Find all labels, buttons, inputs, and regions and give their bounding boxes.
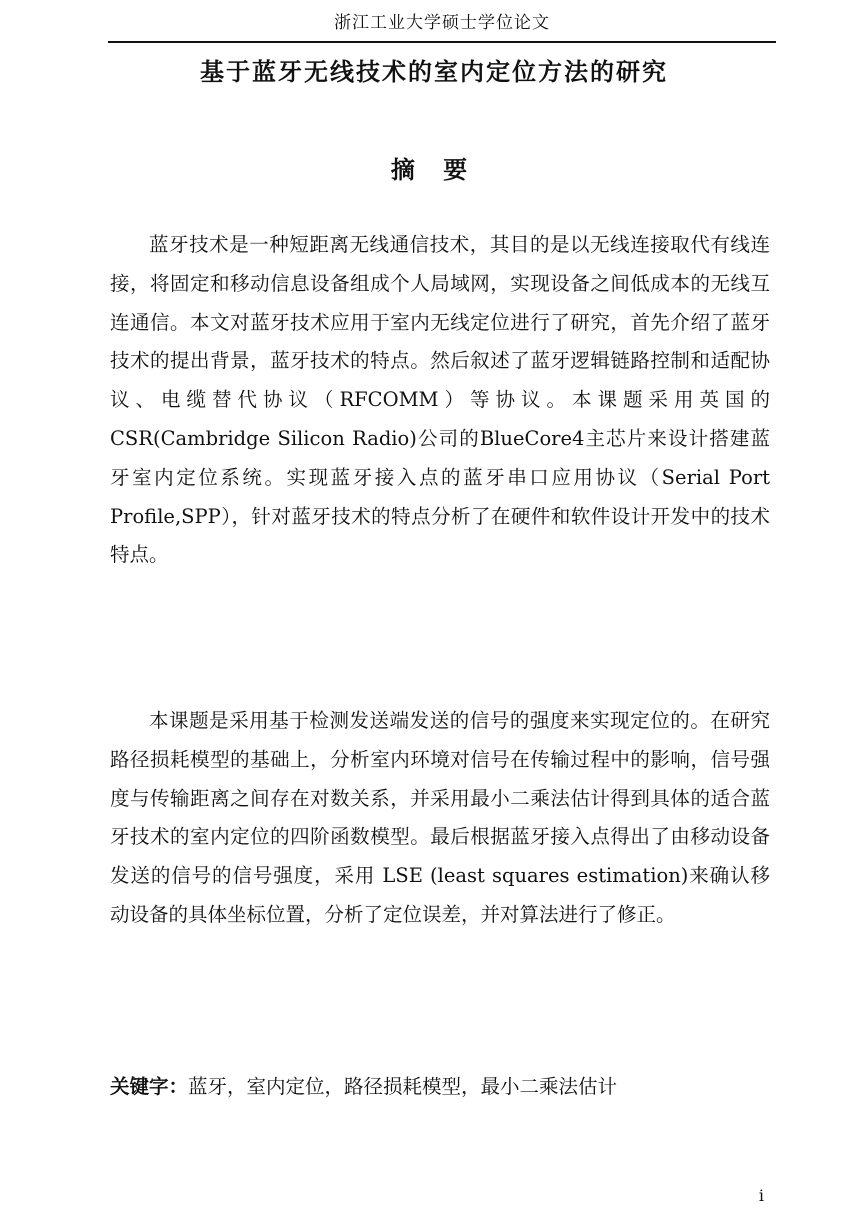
paper-title: 基于蓝牙无线技术的室内定位方法的研究	[200, 57, 668, 86]
abstract-paragraph-1: 蓝牙技术是一种短距离无线通信技术，其目的是以无线连接取代有线连接，将固定和移动信息设备组成个人局域网，实现设备之间低成本的无线互连通信。本文对蓝牙技术应用于室内无线定位进行了研究，首先介绍了蓝牙技术的提出背景，蓝牙技术的特点。然后叙述了蓝牙逻辑链路控制和适配协议、电缆替代协议（RFCOMM）等协议。本课题采用英国的CSR(Cambridge Silicon Radio)公司的BlueCore4主芯片来设计搭建蓝牙室内定位系统。实现蓝牙接入点的蓝牙串口应用协议（Serial Port Profile,SPP），针对蓝牙技术的特点分析了在硬件和软件设计开发中的技术特点。	[110, 233, 770, 567]
page-number: i	[758, 1186, 764, 1205]
keywords-line	[110, 1068, 770, 1106]
keywords-label: 关键字：	[110, 1075, 189, 1098]
abstract-heading: 摘 要	[390, 155, 478, 184]
running-header: 浙江工业大学硕士学位论文	[108, 8, 776, 43]
keywords-value: 蓝牙，室内定位，路径损耗模型，最小二乘法估计	[188, 1075, 618, 1098]
abstract-paragraph-2: 本课题是采用基于检测发送端发送的信号的强度来实现定位的。在研究路径损耗模型的基础上，分析室内环境对信号在传输过程中的影响，信号强度与传输距离之间存在对数关系，并采用最小二乘法估计得到具体的适合蓝牙技术的室内定位的四阶函数模型。最后根据蓝牙接入点得出了由移动设备发送的信号的信号强度，采用 LSE (least squares estimation)来确认移动设备的具体坐标位置，分析了定位误差，并对算法进行了修正。	[110, 709, 770, 926]
